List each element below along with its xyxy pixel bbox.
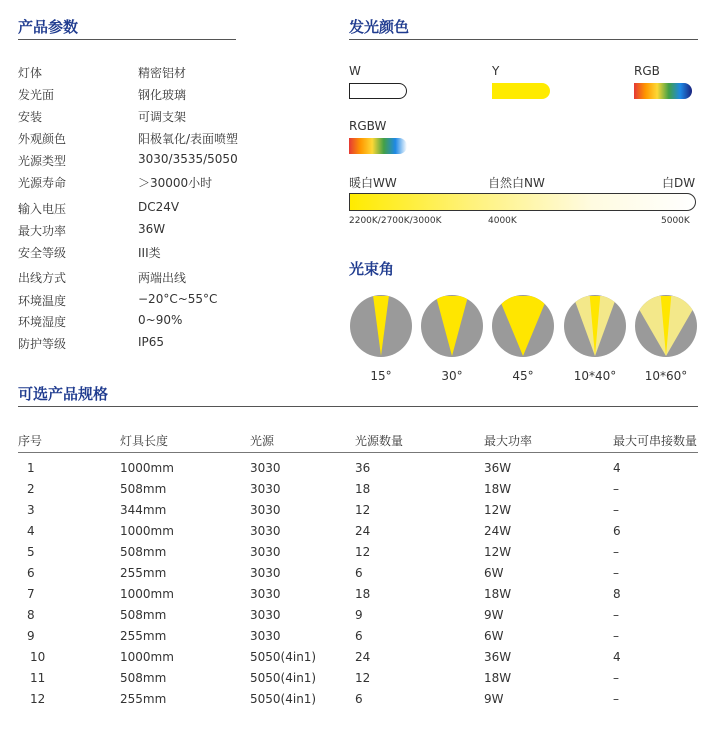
table-header-rule (18, 452, 698, 453)
table-cell: 12 (355, 671, 371, 685)
table-cell: 3030 (250, 629, 281, 643)
table-cell: 10 (30, 650, 46, 664)
param-key: 环境湿度 (18, 315, 67, 329)
beam-angle-icon (563, 294, 627, 358)
table-row (0, 629, 712, 650)
spec-title-rule (18, 406, 698, 407)
table-cell: 4 (613, 650, 621, 664)
param-value: III类 (138, 246, 161, 260)
param-key: 外观颜色 (18, 132, 67, 146)
table-column-header: 光源数量 (355, 434, 404, 448)
table-cell: 2 (27, 482, 35, 496)
table-cell: 9 (27, 629, 35, 643)
beam-angle-label: 15° (370, 369, 392, 383)
color-swatch-y (492, 83, 550, 99)
table-cell: – (613, 482, 619, 496)
table-cell: 344mm (120, 503, 167, 517)
table-cell: 6 (27, 566, 35, 580)
color-swatch-rgbw (349, 138, 407, 154)
table-cell: 11 (30, 671, 46, 685)
table-cell: 5050(4in1) (250, 692, 317, 706)
param-value: −20°C~55°C (138, 292, 218, 306)
table-cell: 9W (484, 692, 504, 706)
param-key: 光源寿命 (18, 176, 67, 190)
table-cell: 6 (355, 692, 363, 706)
table-cell: 508mm (120, 482, 167, 496)
table-row (0, 461, 712, 482)
table-cell: – (613, 545, 619, 559)
param-value: 36W (138, 222, 166, 236)
beam-angle-icon (634, 294, 698, 358)
color-temperature-bar (349, 193, 696, 211)
param-value: 3030/3535/5050 (138, 152, 238, 166)
table-cell: 36W (484, 461, 512, 475)
table-cell: 255mm (120, 566, 167, 580)
table-cell: 6 (355, 566, 363, 580)
table-cell: 8 (613, 587, 621, 601)
param-value: 两端出线 (138, 271, 187, 285)
table-cell: 5 (27, 545, 35, 559)
param-key: 光源类型 (18, 154, 67, 168)
table-row (0, 566, 712, 587)
table-cell: 5050(4in1) (250, 650, 317, 664)
table-cell: 3030 (250, 482, 281, 496)
table-cell: 5050(4in1) (250, 671, 317, 685)
scale-label-warm: 暖白WW (349, 176, 397, 190)
param-value: 0~90% (138, 313, 183, 327)
table-cell: 8 (27, 608, 35, 622)
table-cell: – (613, 566, 619, 580)
table-cell: 6 (613, 524, 621, 538)
table-cell: 18W (484, 587, 512, 601)
table-cell: – (613, 503, 619, 517)
table-row (0, 608, 712, 629)
table-cell: 4 (613, 461, 621, 475)
table-cell: 9W (484, 608, 504, 622)
color-swatch-rgb (634, 83, 692, 99)
table-row (0, 587, 712, 608)
table-row (0, 650, 712, 671)
table-column-header: 最大可串接数量 (613, 434, 698, 448)
color-swatch-w (349, 83, 407, 99)
color-label-w: W (349, 64, 361, 78)
beam-angle-icon (420, 294, 484, 358)
beam-angle-label: 30° (441, 369, 463, 383)
param-row (18, 152, 338, 172)
table-column-header: 光源 (250, 434, 275, 448)
table-cell: 3 (27, 503, 35, 517)
param-key: 最大功率 (18, 224, 67, 238)
param-row (18, 313, 338, 333)
param-key: 出线方式 (18, 271, 67, 285)
color-title: 发光颜色 (349, 18, 410, 36)
table-cell: 24 (355, 650, 371, 664)
table-cell: 6 (355, 629, 363, 643)
table-column-header: 最大功率 (484, 434, 533, 448)
table-cell: – (613, 692, 619, 706)
beam-angle-label: 45° (512, 369, 534, 383)
color-label-y: Y (492, 64, 500, 78)
table-row (0, 671, 712, 692)
param-row (18, 200, 338, 220)
table-cell: 18 (355, 482, 371, 496)
table-cell: 3030 (250, 545, 281, 559)
beam-angle-icon (349, 294, 413, 358)
table-cell: – (613, 608, 619, 622)
table-row (0, 482, 712, 503)
table-cell: 508mm (120, 545, 167, 559)
spec-title: 可选产品规格 (18, 385, 109, 403)
table-cell: 1000mm (120, 461, 174, 475)
table-cell: 1 (27, 461, 35, 475)
param-row (18, 108, 338, 128)
param-key: 安装 (18, 110, 43, 124)
params-title-rule (18, 39, 236, 40)
table-cell: 12 (355, 545, 371, 559)
table-cell: 3030 (250, 503, 281, 517)
kelvin-label-day: 5000K (661, 216, 690, 226)
table-cell: 36W (484, 650, 512, 664)
param-key: 安全等级 (18, 246, 67, 260)
param-key: 输入电压 (18, 202, 67, 216)
param-row (18, 292, 338, 312)
scale-label-natural: 自然白NW (488, 176, 545, 190)
color-label-rgbw: RGBW (349, 119, 387, 133)
kelvin-label-warm: 2200K/2700K/3000K (349, 216, 442, 226)
beam-title: 光束角 (349, 260, 395, 278)
table-cell: 508mm (120, 608, 167, 622)
table-column-header: 序号 (18, 434, 43, 448)
param-key: 发光面 (18, 88, 55, 102)
param-value: 精密铝材 (138, 66, 187, 80)
table-cell: 12 (355, 503, 371, 517)
table-cell: 508mm (120, 671, 167, 685)
table-cell: 1000mm (120, 587, 174, 601)
table-cell: 18 (355, 587, 371, 601)
table-cell: 1000mm (120, 524, 174, 538)
table-cell: – (613, 629, 619, 643)
scale-label-daylight: 白DW (662, 176, 696, 190)
table-cell: 255mm (120, 629, 167, 643)
table-cell: 3030 (250, 566, 281, 580)
table-cell: 3030 (250, 524, 281, 538)
param-value: 阳极氧化/表面喷塑 (138, 132, 239, 146)
table-cell: 18W (484, 671, 512, 685)
param-value: IP65 (138, 335, 165, 349)
table-row (0, 545, 712, 566)
param-row (18, 86, 338, 106)
param-row (18, 269, 338, 289)
table-cell: 3030 (250, 461, 281, 475)
table-cell: 9 (355, 608, 363, 622)
beam-angle-label: 10*40° (573, 369, 617, 383)
table-cell: 7 (27, 587, 35, 601)
param-row (18, 244, 338, 264)
param-key: 环境温度 (18, 294, 67, 308)
table-cell: 12 (30, 692, 46, 706)
param-key: 灯体 (18, 66, 43, 80)
beam-angle-label: 10*60° (644, 369, 688, 383)
kelvin-label-natural: 4000K (488, 216, 517, 226)
param-row (18, 64, 338, 84)
param-row (18, 130, 338, 150)
param-row (18, 174, 338, 194)
param-value: ＞30000小时 (138, 176, 213, 190)
table-cell: 12W (484, 503, 512, 517)
table-row (0, 692, 712, 713)
table-cell: 6W (484, 629, 504, 643)
table-cell: 36 (355, 461, 371, 475)
table-cell: 24 (355, 524, 371, 538)
param-value: 可调支架 (138, 110, 187, 124)
table-cell: 1000mm (120, 650, 174, 664)
param-row (18, 335, 338, 355)
color-title-rule (349, 39, 698, 40)
table-cell: – (613, 671, 619, 685)
params-title: 产品参数 (18, 18, 79, 36)
beam-angle-icon (491, 294, 555, 358)
table-row (0, 503, 712, 524)
table-cell: 6W (484, 566, 504, 580)
table-column-header: 灯具长度 (120, 434, 169, 448)
color-label-rgb: RGB (634, 64, 660, 78)
table-cell: 3030 (250, 587, 281, 601)
param-row (18, 222, 338, 242)
table-cell: 4 (27, 524, 35, 538)
table-cell: 255mm (120, 692, 167, 706)
table-cell: 12W (484, 545, 512, 559)
param-key: 防护等级 (18, 337, 67, 351)
table-cell: 18W (484, 482, 512, 496)
param-value: DC24V (138, 200, 180, 214)
table-row (0, 524, 712, 545)
param-value: 钢化玻璃 (138, 88, 187, 102)
table-cell: 3030 (250, 608, 281, 622)
table-cell: 24W (484, 524, 512, 538)
